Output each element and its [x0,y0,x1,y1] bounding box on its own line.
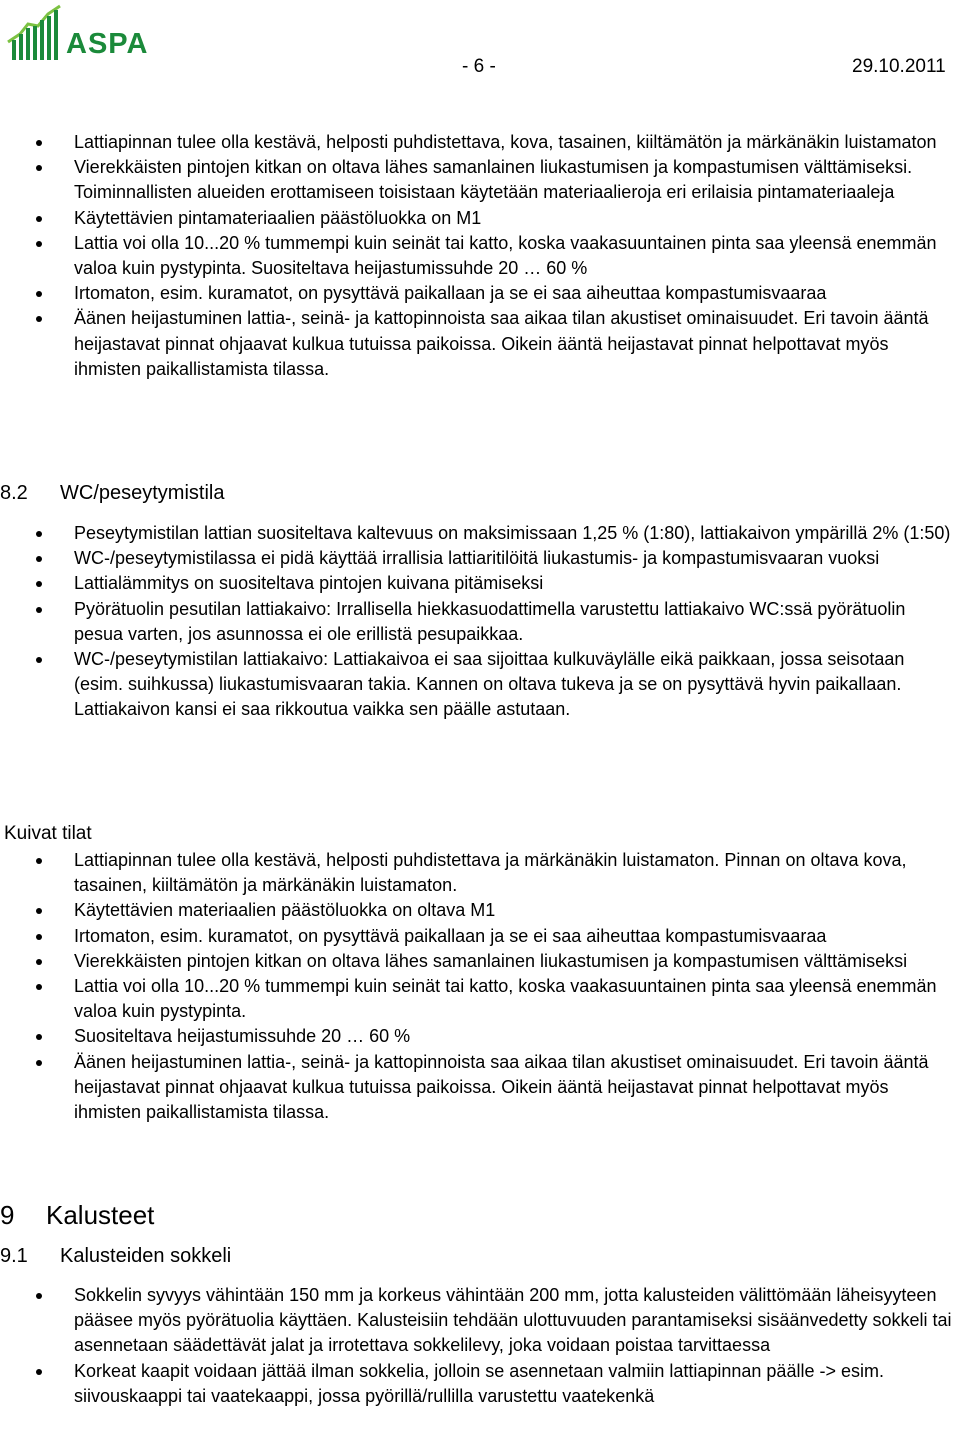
kuivat-tilat-heading: Kuivat tilat [4,823,92,844]
section-title: WC/peseytymistila [60,482,225,504]
section-number: 8.2 [0,482,28,504]
list-item: Lattiapinnan tulee olla kestävä, helposti puhdistettava ja märkänäkin luistamaton. Pinnan on oltava kova, tasainen, kiiltämätön ja märkänäkin luistamaton. [0,848,960,898]
list-item: Vierekkäisten pintojen kitkan on oltava lähes samanlainen liukastumisen ja kompastumisen välttämiseksi [0,949,960,974]
logo-text: ASPA [66,28,149,60]
list-item: Käytettävien materiaalien päästöluokka on oltava M1 [0,898,960,923]
list-item: Äänen heijastuminen lattia-, seinä- ja kattopinnoista saa aikaa tilan akustiset ominaisuudet. Eri tavoin ääntä heijastavat pinnat ohjaavat kulkua tutuissa paikoissa. Oikein ääntä heijastavat pinnat helpottavat myös ihmisten paikallistamista tilassa. [0,1050,960,1126]
bullet-list-sokkeli [0,1283,960,1409]
bullet-list-wc [0,521,960,723]
list-item: Käytettävien pintamateriaalien päästöluokka on M1 [0,206,960,231]
section-title: Kalusteet [46,1200,155,1230]
list-item: Sokkelin syvyys vähintään 150 mm ja korkeus vähintään 200 mm, jotta kalusteiden välittömään läheisyyteen pääsee myös pyörätuolia käyttäen. Kalusteisiin tehdään ulottuvuuden parantamiseksi sisäänvedetty sokkeli tai asennetaan säädettävät jalat ja irrotettava sokkelilevy, joka voidaan poistaa tarvittaessa [0,1283,960,1359]
list-item: Lattia voi olla 10...20 % tummempi kuin seinät tai katto, koska vaakasuuntainen pinta saa yleensä enemmän valoa kuin pystypinta. Suositeltava heijastumissuhde 20 … 60 % [0,231,960,281]
list-item: Korkeat kaapit voidaan jättää ilman sokkelia, jolloin se asennetaan valmiin lattiapinnan päälle -> esim. siivouskaappi tai vaatekaappi, jossa pyörillä/rullilla varustettu vaatekenkä [0,1359,960,1409]
aspa-logo [4,2,149,68]
list-item: Lattia voi olla 10...20 % tummempi kuin seinät tai katto, koska vaakasuuntainen pinta saa yleensä enemmän valoa kuin pystypinta. [0,974,960,1024]
section-title: Kalusteiden sokkeli [60,1245,232,1267]
list-item: Äänen heijastuminen lattia-, seinä- ja kattopinnoista saa aikaa tilan akustiset ominaisuudet. Eri tavoin ääntä heijastavat pinnat ohjaavat kulkua tutuissa paikoissa. Oikein ääntä heijastavat pinnat helpottavat myös ihmisten paikallistamista tilassa. [0,306,960,382]
bullet-list-kuivat [0,848,960,1125]
section-number: 9.1 [0,1245,28,1267]
list-item: Vierekkäisten pintojen kitkan on oltava lähes samanlainen liukastumisen ja kompastumisen välttämiseksi. Toiminnallisten alueiden erottamiseen toisistaan käytetään materiaalieroja eri erilaisia pintamateriaaleja [0,155,960,205]
list-item: Irtomaton, esim. kuramatot, on pysyttävä paikallaan ja se ei saa aiheuttaa kompastumisvaaraa [0,281,960,306]
list-item: Peseytymistilan lattian suositeltava kaltevuus on maksimissaan 1,25 % (1:80), lattiakaivon ympärillä 2% (1:50) [0,521,960,546]
page-number: - 6 - [462,56,496,77]
list-item: WC-/peseytymistilassa ei pidä käyttää irrallisia lattiaritilöitä liukastumis- ja kompastumisvaaran vuoksi [0,546,960,571]
list-item: WC-/peseytymistilan lattiakaivo: Lattiakaivoa ei saa sijoittaa kulkuväylälle eikä paikkaan, jossa seisotaan (esim. suihkussa) liukastumisvaaran takia. Kannen on oltava tukeva ja se on pysyttävä hyvin paikallaan. Lattiakaivon kansi ei saa rikkoutua vaikka sen päälle astutaan. [0,647,960,723]
list-item: Irtomaton, esim. kuramatot, on pysyttävä paikallaan ja se ei saa aiheuttaa kompastumisvaaraa [0,924,960,949]
bullet-list-general [0,130,960,382]
section-number: 9 [0,1200,15,1230]
list-item: Pyörätuolin pesutilan lattiakaivo: Irrallisella hiekkasuodattimella varustettu lattiakaivo WC:ssä pyörätuolin pesua varten, jos asunnossa ei ole erillistä pesupaikkaa. [0,597,960,647]
list-item: Lattiapinnan tulee olla kestävä, helposti puhdistettava, kova, tasainen, kiiltämätön ja märkänäkin luistamaton [0,130,960,155]
list-item: Lattialämmitys on suositeltava pintojen kuivana pitämiseksi [0,571,960,596]
page-date: 29.10.2011 [852,56,946,77]
list-item: Suositeltava heijastumissuhde 20 … 60 % [0,1024,960,1049]
